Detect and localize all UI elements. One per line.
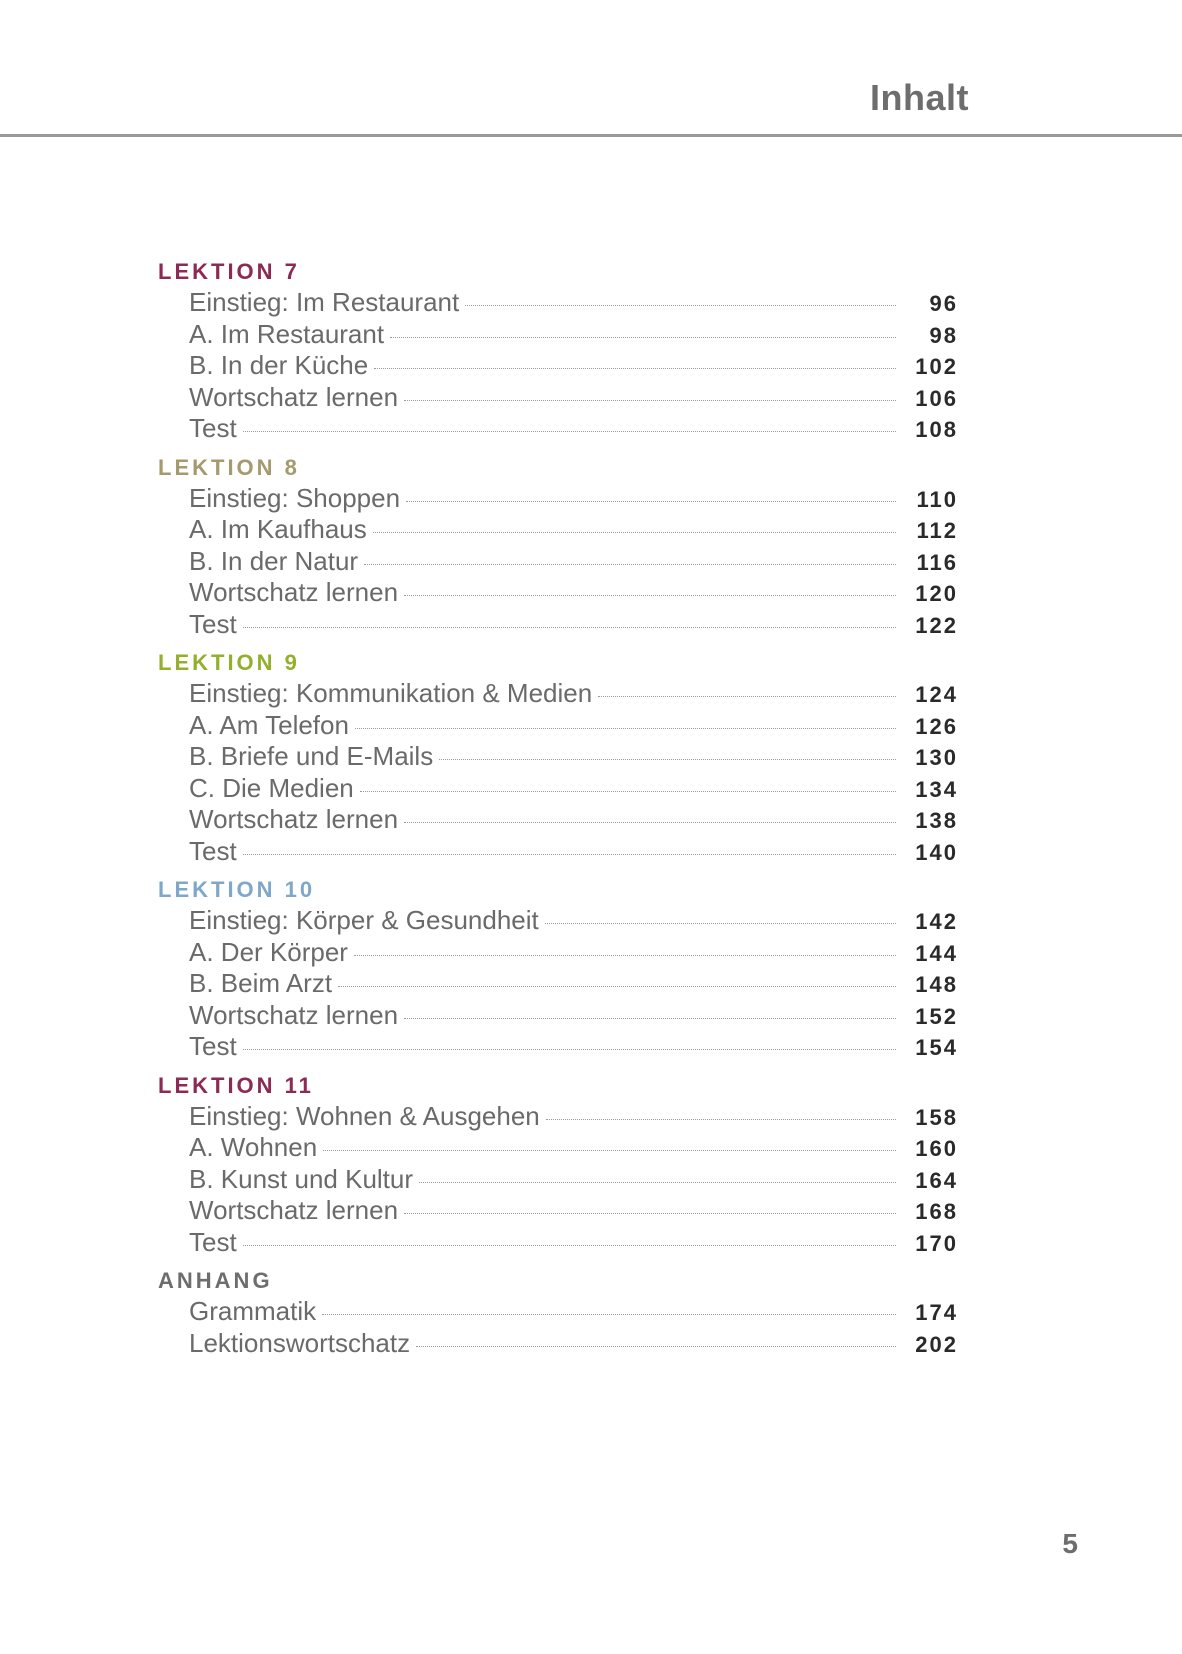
toc-entry: [158, 804, 958, 836]
dot-leader: [338, 986, 896, 987]
toc-entry: [158, 1328, 958, 1360]
toc-entry-label: Test: [189, 413, 237, 443]
toc-entry-label: A. Am Telefon: [189, 709, 349, 740]
dot-leader: [373, 532, 896, 533]
toc-entry-label: B. In der Küche: [189, 350, 369, 380]
toc-entry-page: 120: [915, 581, 958, 606]
toc-entry: [158, 968, 958, 1000]
toc-entry-label: Einstieg: Kommunikation & Medien: [189, 678, 593, 708]
dot-leader: [416, 1346, 896, 1347]
table-of-contents: [158, 257, 958, 1367]
toc-entry-label: B. Kunst und Kultur: [189, 1163, 414, 1194]
toc-entry: [158, 319, 958, 351]
toc-entry-page: 160: [915, 1136, 958, 1161]
toc-entry-label: Lektionswortschatz: [189, 1327, 411, 1358]
page-number: 5: [1062, 1528, 1078, 1559]
dot-leader: [546, 1119, 896, 1120]
toc-entry-page: 140: [915, 839, 958, 865]
toc-entry-label: A. Der Körper: [189, 936, 348, 967]
toc-section: [158, 648, 958, 867]
toc-entry-label: C. Die Medien: [189, 772, 354, 803]
toc-entry-label: A. Wohnen: [189, 1132, 318, 1162]
toc-entry: [158, 609, 958, 641]
toc-entry: [158, 382, 958, 414]
dot-leader: [419, 1182, 896, 1183]
toc-entry: [158, 1227, 958, 1259]
toc-entry: [158, 287, 958, 319]
toc-entry-page: 152: [915, 1003, 958, 1029]
toc-entry: [158, 483, 958, 515]
toc-entry-label: A. Im Kaufhaus: [189, 514, 367, 544]
toc-section: [158, 257, 958, 445]
toc-entry-page: 130: [915, 745, 958, 770]
toc-entry-label: Einstieg: Wohnen & Ausgehen: [189, 1100, 540, 1131]
dot-leader: [404, 822, 896, 823]
dot-leader: [390, 337, 896, 338]
toc-entry: [158, 514, 958, 546]
toc-entry-label: Test: [189, 835, 237, 866]
toc-entry-label: B. Briefe und E-Mails: [189, 741, 434, 771]
header-rule: [0, 134, 1182, 137]
toc-entry: [158, 1101, 958, 1133]
toc-entry-page: 96: [929, 291, 958, 316]
toc-entry-page: 164: [915, 1167, 958, 1193]
section-heading: LEKTION 7: [158, 259, 300, 284]
toc-entry: [158, 1031, 958, 1063]
toc-entry-page: 98: [929, 322, 958, 348]
toc-entry: [158, 678, 958, 710]
toc-entry: [158, 836, 958, 868]
dot-leader: [354, 955, 896, 956]
section-heading: LEKTION 10: [158, 877, 316, 902]
toc-section: [158, 875, 958, 1063]
toc-entry-label: Test: [189, 1031, 237, 1061]
toc-entry-label: A. Im Restaurant: [189, 318, 385, 349]
toc-entry-page: 108: [915, 417, 958, 442]
toc-entry-label: Wortschatz lernen: [189, 577, 399, 607]
dot-leader: [322, 1314, 896, 1315]
toc-entry-page: 112: [916, 518, 958, 543]
page-header: [0, 0, 1182, 138]
section-heading: ANHANG: [158, 1268, 273, 1293]
dot-leader: [404, 595, 896, 596]
toc-entry-page: 154: [915, 1035, 958, 1060]
toc-entry-page: 116: [916, 549, 958, 575]
toc-entry-label: Wortschatz lernen: [189, 381, 399, 412]
toc-entry-label: Wortschatz lernen: [189, 804, 399, 834]
toc-entry-page: 144: [915, 940, 958, 966]
toc-entry: [158, 577, 958, 609]
toc-entry-page: 168: [915, 1199, 958, 1224]
toc-entry-page: 110: [916, 486, 958, 512]
dot-leader: [243, 431, 896, 432]
toc-entry-page: 134: [915, 776, 958, 802]
dot-leader: [598, 696, 896, 697]
toc-entry-label: Einstieg: Körper & Gesundheit: [189, 905, 539, 935]
dot-leader: [243, 627, 896, 628]
section-heading: LEKTION 11: [158, 1072, 314, 1098]
dot-leader: [404, 1213, 896, 1214]
section-heading: LEKTION 9: [158, 650, 300, 675]
toc-entry: [158, 546, 958, 578]
dot-leader: [465, 305, 896, 306]
toc-section: [158, 1071, 958, 1259]
toc-entry: [158, 905, 958, 937]
toc-entry: [158, 710, 958, 742]
dot-leader: [404, 400, 896, 401]
dot-leader: [406, 501, 896, 502]
toc-entry-label: Test: [189, 1226, 237, 1257]
dot-leader: [360, 791, 896, 792]
toc-entry: [158, 1296, 958, 1328]
toc-entry-page: 122: [915, 612, 958, 638]
toc-section: [158, 1266, 958, 1359]
page-title: Inhalt: [870, 77, 969, 118]
toc-entry-label: Grammatik: [189, 1296, 317, 1326]
toc-entry-label: Test: [189, 608, 237, 639]
dot-leader: [439, 759, 896, 760]
toc-entry-label: B. In der Natur: [189, 545, 359, 576]
dot-leader: [355, 728, 896, 729]
toc-entry: [158, 1164, 958, 1196]
toc-entry-page: 102: [915, 354, 958, 379]
toc-entry-label: Einstieg: Shoppen: [189, 482, 401, 513]
dot-leader: [404, 1018, 896, 1019]
dot-leader: [364, 564, 896, 565]
dot-leader: [243, 1245, 896, 1246]
dot-leader: [545, 923, 896, 924]
toc-entry: [158, 350, 958, 382]
toc-entry-page: 124: [915, 682, 958, 707]
toc-entry: [158, 937, 958, 969]
toc-entry: [158, 1132, 958, 1164]
toc-section: [158, 453, 958, 641]
toc-entry: [158, 1195, 958, 1227]
toc-entry: [158, 413, 958, 445]
dot-leader: [374, 368, 896, 369]
toc-entry-label: Wortschatz lernen: [189, 1195, 399, 1225]
toc-entry: [158, 1000, 958, 1032]
toc-entry-page: 158: [915, 1104, 958, 1130]
toc-entry-label: B. Beim Arzt: [189, 968, 333, 998]
toc-entry-page: 148: [915, 972, 958, 997]
toc-entry-page: 126: [915, 713, 958, 739]
toc-entry-page: 138: [915, 808, 958, 833]
dot-leader: [323, 1150, 896, 1151]
toc-entry: [158, 773, 958, 805]
dot-leader: [243, 1049, 896, 1050]
toc-entry-page: 142: [915, 909, 958, 934]
toc-entry-page: 170: [915, 1230, 958, 1256]
toc-entry-page: 174: [915, 1300, 958, 1325]
toc-entry-page: 106: [915, 385, 958, 411]
dot-leader: [243, 854, 896, 855]
toc-entry-page: 202: [915, 1331, 958, 1357]
toc-entry-label: Einstieg: Im Restaurant: [189, 287, 460, 317]
toc-entry-label: Wortschatz lernen: [189, 999, 399, 1030]
section-heading: LEKTION 8: [158, 454, 300, 480]
toc-entry: [158, 741, 958, 773]
